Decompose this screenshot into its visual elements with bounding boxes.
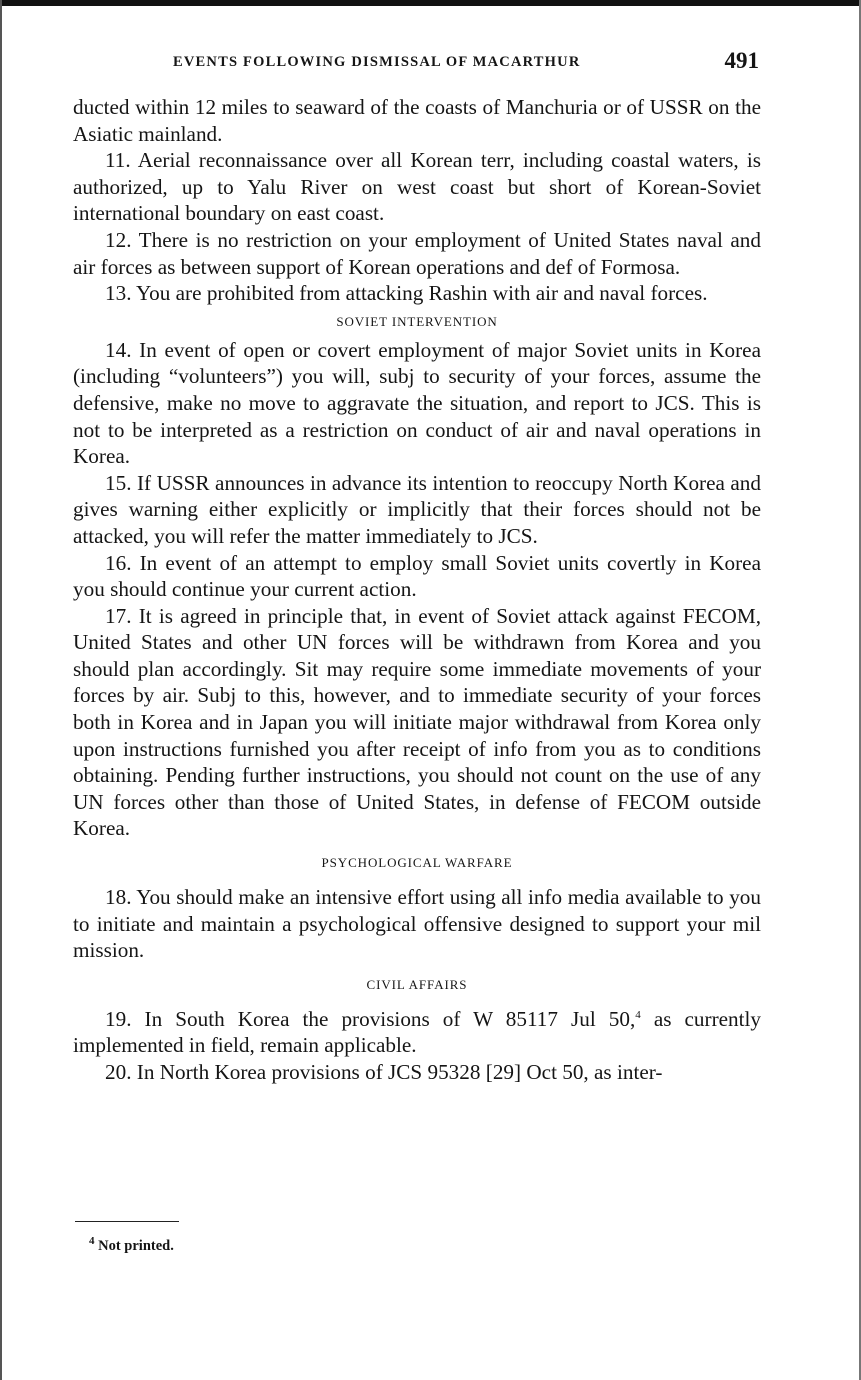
paragraph-19-text-end: as currently implemented in field, remain applicable. — [73, 1006, 762, 1058]
footnote-text: Not printed. — [98, 1238, 174, 1254]
footnote-mark: 4 — [89, 1235, 95, 1248]
section-heading-civil-affairs: CIVIL AFFAIRS — [366, 976, 468, 992]
paragraph-12: 12. There is no restriction on your employment of United States naval and air forces as between support of Korean operations and def of Formosa. — [73, 227, 761, 279]
paragraph-14: 14. In event of open or covert employment of major Soviet units in Korea (including “volunteers”) you will, subj to security of your forces, assume the defensive, make no move to aggravate the situation, and report to JCS. This is not to be interpreted as a restriction on conduct of air and naval operations in Korea. — [73, 337, 761, 469]
paragraph-15: 15. If USSR announces in advance its intention to reoccupy North Korea and gives warning either explicitly or implicitly that their forces should not be attacked, you will refer the matter immediately to JCS. — [73, 470, 761, 548]
footnote-rule — [75, 1221, 179, 1222]
footnote-reference-mark: 4 — [635, 1008, 641, 1021]
section-heading-psychological-warfare: PSYCHOLOGICAL WARFARE — [321, 855, 513, 871]
paragraph-20: 20. In North Korea provisions of JCS 95328 [29] Oct 50, as inter- — [105, 1060, 663, 1084]
page-left-edge — [0, 0, 2, 1380]
paragraph-continued: ducted within 12 miles to seaward of the coasts of Manchuria or of USSR on the Asiatic mainland. — [73, 95, 761, 146]
paragraph-19-text-start: 19. In South Korea the provisions of W 85117 Jul 50, — [105, 1006, 636, 1031]
page-number: 491 — [724, 48, 759, 73]
running-head — [73, 48, 761, 78]
paragraph-17: 17. It is agreed in principle that, in event of Soviet attack against FECOM, United States and other UN forces will be withdrawn from Korea and you should plan accordingly. Sit may require some immediate movements of your forces by air. Subj to this, however, and to immediate security of your forces both in Korea and in Japan you will initiate major withdrawal from Korea only upon instructions furnished you after receipt of info from you as to conditions obtaining. Pending further instructions, you should not count on the use of any UN forces other than those of United States, in defense of FECOM outside Korea. — [73, 603, 761, 841]
paragraph-18: 18. You should make an intensive effort using all info media available to you to initiate and maintain a psychological offensive designed to support your mil mission. — [73, 885, 761, 963]
paragraph-11: 11. Aerial reconnaissance over all Korean terr, including coastal waters, is authorized, up to Yalu River on west coast but short of Korean-Soviet international boundary on east coast. — [73, 148, 761, 226]
paragraph-13: 13. You are prohibited from attacking Rashin with air and naval forces. — [105, 281, 708, 306]
page-top-edge — [0, 0, 861, 6]
paragraph-19 — [73, 1006, 761, 1059]
running-title: EVENTS FOLLOWING DISMISSAL OF MACARTHUR — [173, 54, 581, 70]
paragraph-16: 16. In event of an attempt to employ small Soviet units covertly in Korea you should continue your current action. — [73, 550, 761, 602]
section-heading-soviet-intervention: SOVIET INTERVENTION — [336, 313, 498, 329]
footnote — [89, 1235, 174, 1255]
body-text — [73, 94, 761, 1086]
